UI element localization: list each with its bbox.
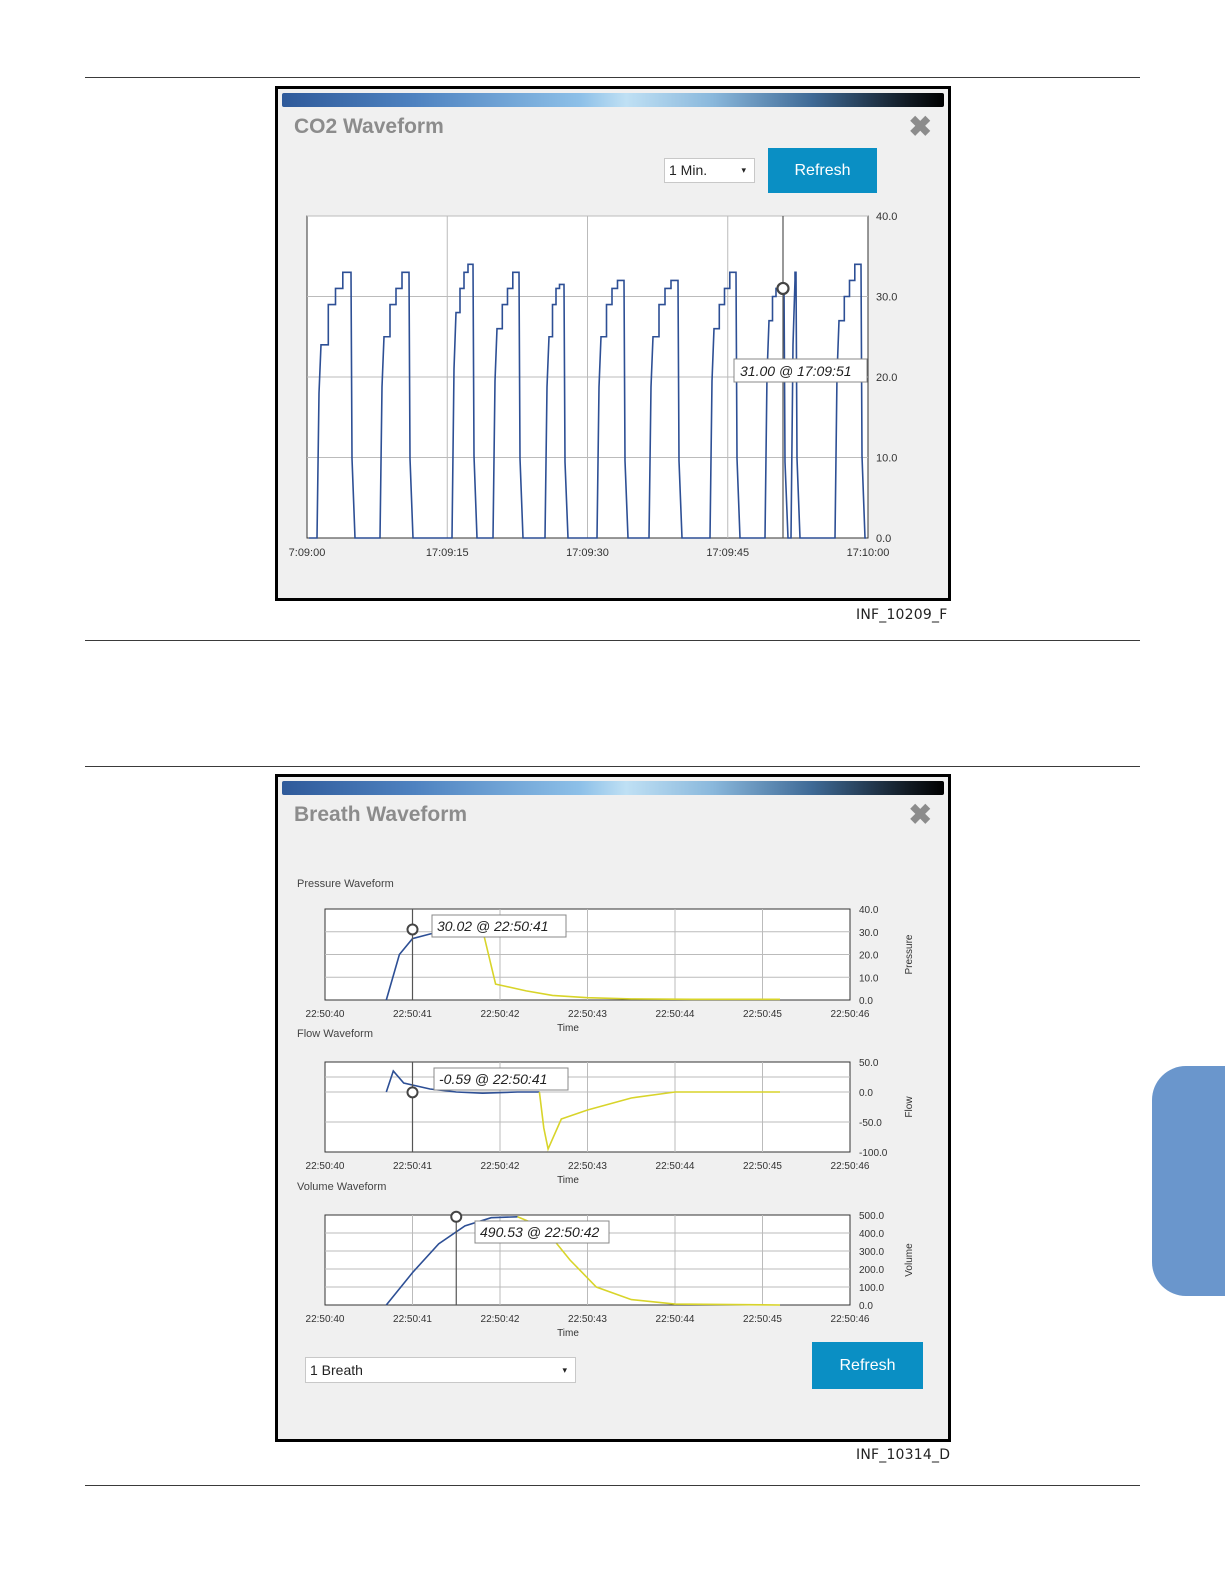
y-tick-label: 400.0 (859, 1229, 885, 1240)
y-tick-label: 10.0 (859, 973, 879, 985)
y-tick-label: 500.0 (859, 1211, 885, 1222)
co2-waveform-dialog (275, 86, 951, 601)
y-tick-label: 10.0 (876, 452, 898, 465)
x-axis-label: Time (557, 1175, 579, 1186)
top-rule (85, 77, 1140, 78)
y-tick-label: 0.0 (859, 1301, 873, 1312)
x-tick-label: 22:50:46 (830, 1314, 870, 1325)
dialog-title: CO2 Waveform (294, 115, 444, 138)
y-tick-label: 50.0 (859, 1058, 879, 1069)
figure-id-label: INF_10209_F (856, 607, 948, 623)
x-tick-label: 22:50:44 (655, 1009, 695, 1020)
close-icon[interactable]: ✖ (908, 799, 932, 830)
x-tick-label: 22:50:44 (655, 1314, 695, 1325)
y-tick-label: 30.0 (876, 291, 898, 304)
section-title: Pressure Waveform (297, 878, 394, 890)
section-title: Flow Waveform (297, 1028, 373, 1040)
co2-chart (278, 89, 948, 598)
x-tick-label: 22:50:46 (830, 1009, 870, 1020)
dialog-title: Breath Waveform (294, 803, 468, 826)
breath-count-select[interactable] (305, 1357, 576, 1383)
y-tick-label: 300.0 (859, 1247, 885, 1258)
y-tick-label: 100.0 (859, 1283, 885, 1294)
x-tick-label: 22:50:43 (568, 1314, 607, 1325)
y-tick-label: 20.0 (859, 950, 879, 962)
y-axis-label: Flow (904, 1096, 915, 1118)
y-tick-label: -50.0 (859, 1118, 882, 1129)
tooltip-text: 30.02 @ 22:50:41 (437, 918, 549, 934)
x-tick-label: 22:50:45 (743, 1314, 782, 1325)
y-tick-label: 20.0 (876, 372, 898, 384)
y-tick-label: 40.0 (876, 211, 898, 223)
x-axis-label: Time (557, 1023, 579, 1034)
cursor-marker (451, 1212, 461, 1222)
y-tick-label: 30.0 (859, 927, 879, 939)
refresh-button[interactable]: Refresh (768, 148, 877, 193)
x-tick-label: 22:50:42 (480, 1161, 520, 1172)
chevron-down-icon: ▾ (562, 1365, 567, 1375)
x-tick-label: 22:50:44 (655, 1161, 695, 1172)
chevron-down-icon: ▾ (741, 165, 746, 175)
cursor-marker (408, 924, 418, 934)
x-tick-label: 22:50:45 (743, 1009, 782, 1020)
tooltip-text: -0.59 @ 22:50:41 (439, 1071, 548, 1087)
chapter-side-tab (1152, 1066, 1225, 1296)
figure-id-label: INF_10314_D (856, 1447, 951, 1463)
cursor-marker (778, 283, 789, 294)
x-tick-label: 22:50:41 (393, 1161, 432, 1172)
x-tick-label: 17:09:45 (706, 547, 750, 559)
y-tick-label: 0.0 (859, 996, 873, 1007)
time-range-value: 1 Min. (669, 162, 708, 178)
x-tick-label: 22:50:41 (393, 1009, 432, 1020)
x-tick-label: 17:09:30 (566, 547, 609, 559)
y-tick-label: 0.0 (859, 1088, 873, 1099)
section-title: Volume Waveform (297, 1181, 387, 1193)
breath-waveform-dialog (275, 774, 951, 1442)
x-tick-label: 22:50:40 (305, 1314, 345, 1325)
cursor-marker (408, 1087, 418, 1097)
y-tick-label: -100.0 (859, 1148, 888, 1159)
breath-count-value: 1 Breath (310, 1362, 363, 1378)
x-tick-label: 22:50:41 (393, 1314, 432, 1325)
close-icon[interactable]: ✖ (908, 111, 932, 142)
y-tick-label: 0.0 (876, 533, 892, 545)
x-tick-label: 22:50:43 (568, 1161, 607, 1172)
separator-rule (85, 640, 1140, 641)
x-tick-label: 22:50:43 (568, 1009, 607, 1020)
tooltip-text: 490.53 @ 22:50:42 (480, 1224, 600, 1240)
x-tick-label: 17:09:15 (425, 547, 469, 559)
bottom-rule (85, 1485, 1140, 1486)
breath-charts (278, 777, 948, 1439)
x-tick-label: 22:50:42 (480, 1009, 520, 1020)
x-tick-label: 22:50:40 (305, 1161, 345, 1172)
x-tick-label: 22:50:40 (305, 1009, 345, 1020)
y-axis-label: Pressure (904, 934, 915, 975)
x-tick-label: 22:50:45 (743, 1161, 782, 1172)
tooltip-text: 31.00 @ 17:09:51 (740, 363, 852, 379)
x-axis-label: Time (557, 1328, 579, 1339)
separator-rule (85, 766, 1140, 767)
x-tick-label: 22:50:46 (830, 1161, 870, 1172)
x-tick-label: 7:09:00 (288, 547, 326, 559)
x-tick-label: 17:10:00 (846, 547, 890, 559)
refresh-button[interactable]: Refresh (812, 1342, 923, 1389)
x-tick-label: 22:50:42 (480, 1314, 520, 1325)
y-tick-label: 200.0 (859, 1265, 885, 1276)
y-axis-label: Volume (904, 1243, 915, 1277)
y-tick-label: 40.0 (859, 905, 879, 916)
